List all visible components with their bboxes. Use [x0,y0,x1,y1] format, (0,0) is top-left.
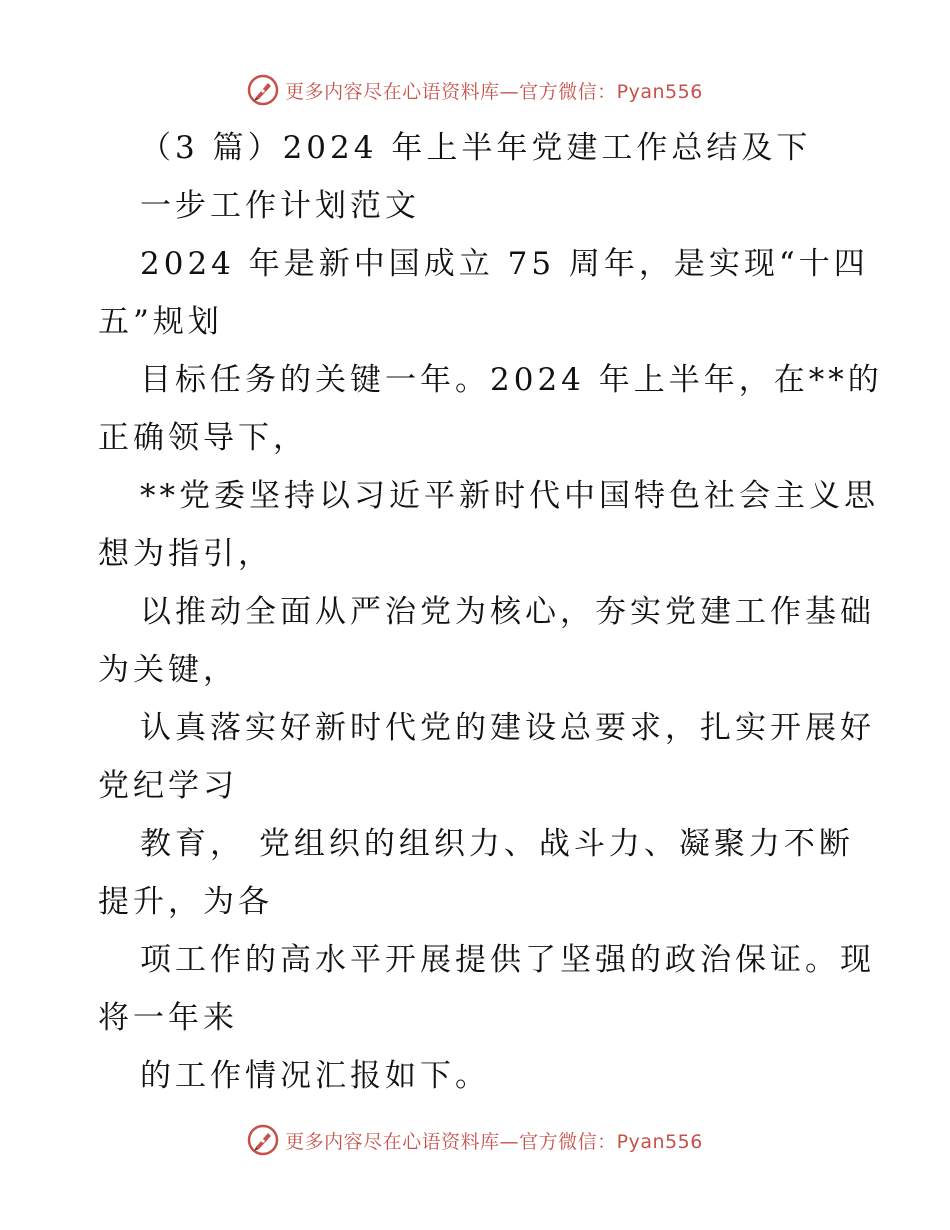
paragraph-line: 2024 年是新中国成立 75 周年，是实现“十四 [140,246,869,282]
paragraph-line: 五”规划 [98,304,223,340]
paragraph-line: 正确领导下， [98,420,308,456]
footer-banner-text: 更多内容尽在心语资料库—官方微信：Pyan556 [285,1130,703,1153]
document-title-line-1: （3 篇）2024 年上半年党建工作总结及下 [140,130,812,166]
paragraph-line: 认真落实好新时代党的建设总要求，扎实开展好 [140,710,875,746]
paragraph-line: 的工作情况汇报如下。 [140,1058,490,1094]
paragraph-line: 提升，为各 [98,884,273,920]
fountain-pen-logo-icon [247,74,279,106]
paragraph-line: 教育， 党组织的组织力、战斗力、凝聚力不断 [140,826,854,862]
paragraph-line: 项工作的高水平开展提供了坚强的政治保证。现 [140,942,875,978]
paragraph-line: 目标任务的关键一年。2024 年上半年，在**的 [140,362,883,398]
paragraph-line: 想为指引， [98,536,273,572]
paragraph-line: 将一年来 [98,1000,238,1036]
fountain-pen-logo-icon [247,1124,279,1156]
document-title-line-2: 一步工作计划范文 [140,188,420,224]
footer-banner [0,1120,950,1160]
paragraph-line: 党纪学习 [98,768,238,804]
header-banner-text: 更多内容尽在心语资料库—官方微信：Pyan556 [285,80,703,103]
paragraph-line: **党委坚持以习近平新时代中国特色社会主义思 [140,478,879,514]
paragraph-line: 为关键， [98,652,238,688]
header-banner [0,70,950,110]
paragraph-line: 以推动全面从严治党为核心，夯实党建工作基础 [140,594,875,630]
